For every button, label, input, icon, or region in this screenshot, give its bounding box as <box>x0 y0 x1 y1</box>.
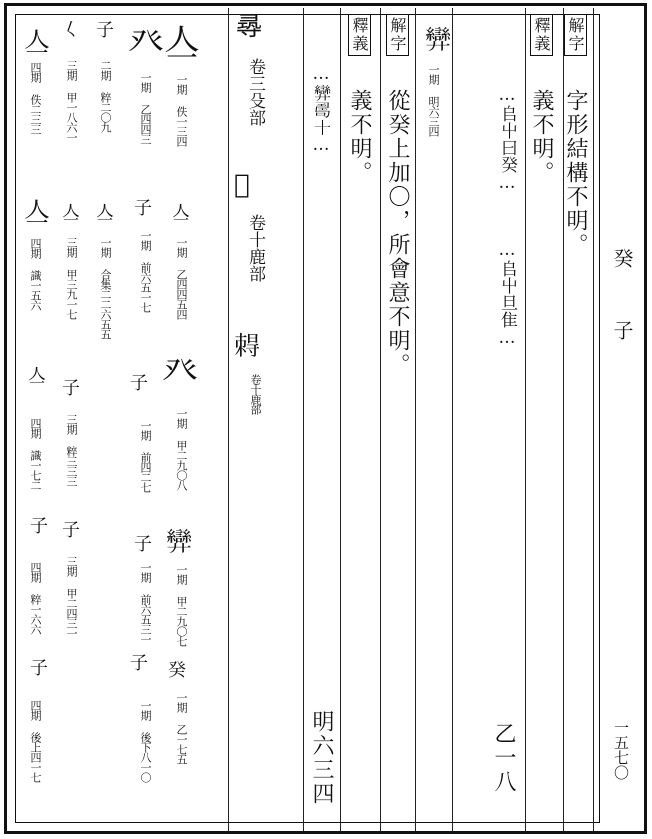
oracle-glyph: 亼 <box>24 198 51 228</box>
oracle-glyph: 子 <box>62 378 80 399</box>
glyph-caption: 一期 前四二七 <box>139 420 152 492</box>
explanation-e <box>386 14 408 377</box>
column-divider <box>303 8 304 831</box>
oracle-glyph: 𢍶 <box>166 528 193 558</box>
oracle-glyph: 子 <box>134 198 152 219</box>
tag-label: 釋義 <box>348 14 371 56</box>
glyph-caption: 一期 甲二九〇八 <box>175 408 188 490</box>
dictionary-entry-1: 卷三殳部 <box>245 58 265 126</box>
oracle-glyph: 子 <box>30 658 48 679</box>
glyph-caption: 四期 後上四一七 <box>29 700 42 782</box>
text: 字形結構不明。 <box>563 89 588 257</box>
oracle-glyph: 亼 <box>164 23 201 64</box>
glyph-caption: 一期 前六五三一 <box>139 562 152 644</box>
page-number: 一五七〇 <box>612 720 630 780</box>
glyph-caption: 四期 識一五六 <box>29 238 42 310</box>
glyph-caption: 三期 甲一八六一 <box>65 60 78 142</box>
glyph-caption: 四期 識一七二 <box>29 418 42 490</box>
kinded-glyph: 𡬶 <box>236 12 263 42</box>
oracle-glyph: 亼 <box>24 28 51 58</box>
inscription-g: …𢍶𠷎十… <box>311 64 331 155</box>
column-divider <box>340 8 341 831</box>
reference: 乙一八 <box>491 722 516 794</box>
reference-g: 明六三四 <box>309 710 334 806</box>
glyph-caption: 一期 前六五一七 <box>139 230 152 312</box>
oracle-glyph: 癸 <box>168 660 186 681</box>
oracle-glyph: 子 <box>130 653 148 674</box>
oracle-glyph: 亼 <box>96 203 114 224</box>
text: 從癸上加〇，所會意不明。 <box>385 89 410 377</box>
section-title: 癸 子 <box>610 248 634 354</box>
column-divider <box>228 8 229 831</box>
explanation-a <box>564 14 586 257</box>
glyph-caption: 一期 乙四四五四 <box>175 237 188 319</box>
oracle-glyph: 亼 <box>28 366 46 387</box>
glyph-caption: 一期 明六三四 <box>427 64 440 136</box>
oracle-glyph: 子 <box>62 520 80 541</box>
glyph-caption: 一期 乙一七五 <box>175 692 188 764</box>
inscription-1: …𠂤屮曰癸… <box>497 85 517 193</box>
glyph-caption: 三期 甲二四三一 <box>65 556 78 638</box>
oracle-glyph: 子 <box>130 373 148 394</box>
glyph-caption: 一期 甲二九〇七 <box>175 564 188 646</box>
oracle-glyph: 子 <box>30 516 48 537</box>
glyph-caption: 四期 佚二三三 <box>29 62 42 134</box>
inscription-2: …𠂤屮旦隹… <box>497 240 517 348</box>
glyph-caption: 一期 佚一三四 <box>175 74 188 146</box>
oracle-glyph: 𢍶 <box>425 26 452 56</box>
meaning-f <box>348 14 370 185</box>
oracle-glyph: 癶 <box>128 23 165 64</box>
column-divider <box>380 8 381 831</box>
oracle-glyph: 癶 <box>162 352 199 393</box>
oracle-glyph: 𡿨 <box>62 20 80 41</box>
glyph-caption: 一期 乙四四三 <box>139 72 152 144</box>
tag-label: 解字 <box>386 14 409 56</box>
column-divider <box>415 8 416 831</box>
oracle-glyph: 亼 <box>172 203 190 224</box>
dictionary-entry-2: 卷十鹿部 <box>245 214 265 282</box>
column-divider <box>525 8 526 831</box>
glyph-caption: 一期 後下八一〇 <box>139 700 152 782</box>
tag-label: 釋義 <box>530 14 553 56</box>
column-divider <box>452 8 453 831</box>
meaning-b <box>530 14 552 185</box>
text: 義不明。 <box>529 89 554 185</box>
glyph-caption: 四期 粹一六六 <box>29 562 42 634</box>
kinded-glyph: 𡭂 <box>234 332 261 362</box>
text: 義不明。 <box>347 89 372 185</box>
glyph-caption: 三期 粹三三三 <box>65 414 78 486</box>
glyph-caption: 三期 甲三九一七 <box>65 237 78 319</box>
oracle-glyph: 亼 <box>62 203 80 224</box>
oracle-glyph: 子 <box>134 534 152 555</box>
column-divider <box>593 8 594 831</box>
oracle-glyph: 子 <box>96 20 114 41</box>
dictionary-entry-3: 卷十鹿部 <box>249 374 262 414</box>
glyph-caption: 二期 粹二〇九 <box>99 60 112 132</box>
glyph-caption: 一期 合集二二六五五 <box>99 237 112 339</box>
kinded-glyph: 𡬷 <box>234 170 250 200</box>
tag-label: 解字 <box>564 14 587 56</box>
